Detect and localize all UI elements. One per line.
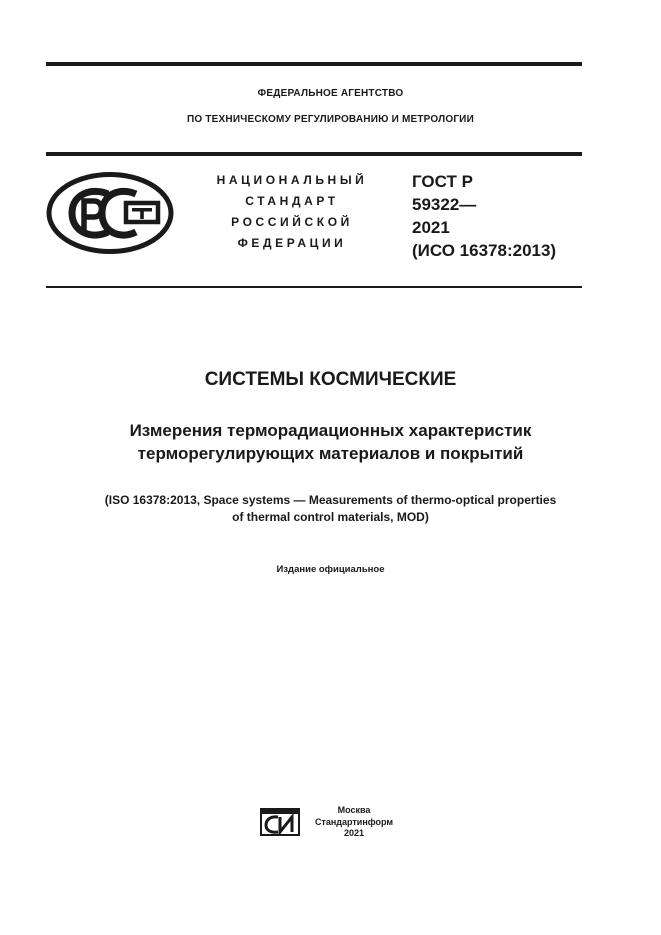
national-line-3: РОССИЙСКОЙ — [231, 215, 353, 229]
middle-rule — [46, 152, 582, 156]
publisher-info — [304, 805, 404, 840]
agency-line-1: ФЕДЕРАЛЬНОЕ АГЕНТСТВО — [257, 88, 404, 99]
document-title: СИСТЕМЫ КОСМИЧЕСКИЕ — [204, 369, 457, 390]
iso-line-2: of thermal control materials, MOD) — [232, 510, 429, 524]
gost-line-2: 59322— — [412, 195, 477, 214]
iso-line-1: (ISO 16378:2013, Space systems — Measurements of thermo-optical properties — [104, 493, 557, 507]
publisher-city: Москва — [337, 805, 371, 815]
gost-line-4: (ИСО 16378:2013) — [412, 241, 557, 260]
publisher-year: 2021 — [343, 828, 365, 838]
document-subtitle — [0, 419, 661, 465]
agency-line-2: ПО ТЕХНИЧЕСКОМУ РЕГУЛИРОВАНИЮ И МЕТРОЛОГИИ — [187, 114, 474, 125]
national-line-2: СТАНДАРТ — [245, 194, 339, 208]
national-standard-label — [198, 170, 386, 254]
thin-rule — [46, 286, 582, 288]
subtitle-line-2: терморегулирующих материалов и покрытий — [137, 444, 524, 463]
gost-line-1: ГОСТ Р — [412, 172, 473, 191]
standartinform-logo-icon — [260, 808, 300, 836]
gost-designation — [412, 170, 556, 262]
rst-logo-icon — [46, 172, 174, 254]
publisher-name: Стандартинформ — [314, 816, 394, 827]
subtitle-line-1: Измерения терморадиационных характеристик — [129, 421, 532, 440]
national-line-1: НАЦИОНАЛЬНЫЙ — [216, 173, 368, 187]
iso-reference — [0, 492, 661, 526]
top-rule — [46, 62, 582, 66]
gost-line-3: 2021 — [412, 218, 450, 237]
edition-label: Издание официальное — [276, 564, 385, 575]
national-line-4: ФЕДЕРАЦИИ — [237, 236, 347, 250]
